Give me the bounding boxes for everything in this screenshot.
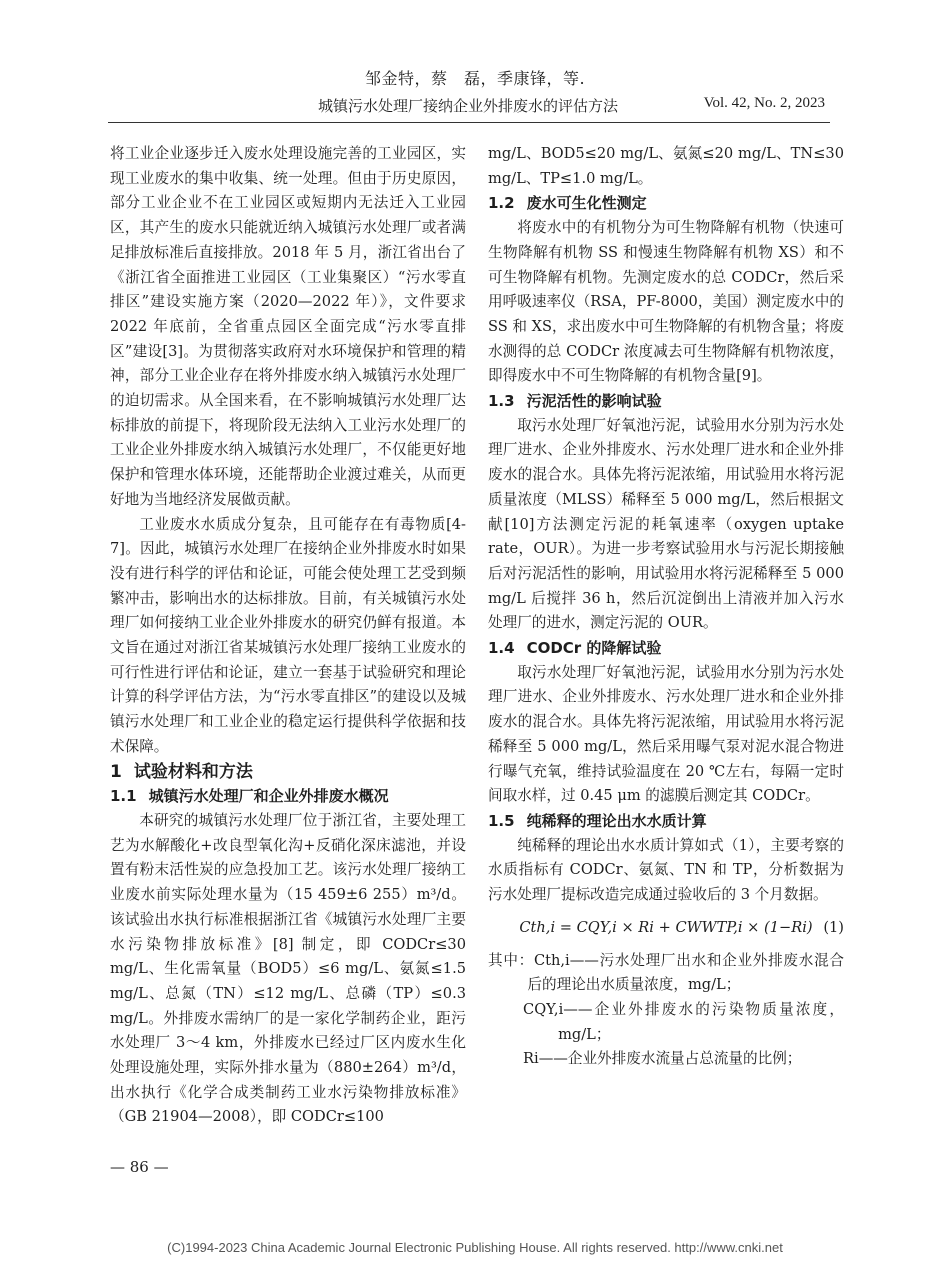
right-column: [488, 142, 844, 1072]
section-heading-1: 1 试验材料和方法: [110, 761, 253, 782]
header-volume: Vol. 42, No. 2, 2023: [703, 95, 825, 111]
paragraph: mg/L、BOD5≤20 mg/L、氨氮≤20 mg/L、TN≤30 mg/L、TP≤1.0 mg/L。: [488, 145, 844, 187]
section-heading-1-5: 1.5 纯稀释的理论出水水质计算: [488, 811, 707, 830]
paragraph: 工业废水水质成分复杂，且可能存在有毒物质[4-7]。因此，城镇污水处理厂在接纳企业外排废水时如果没有进行科学的评估和论证，可能会使处理工艺受到频繁冲击，影响出水的达标排放。目前，有关城镇污水处理厂如何接纳工业企业外排废水的研究仍鲜有报道。本文旨在通过对浙江省某城镇污水处理厂接纳工业废水的可行性进行评估和论证，建立一套基于试验研究和理论计算的科学评估方法，为“污水零直排区”的建设以及城镇污水处理厂和工业企业的稳定运行提供科学依据和技术保障。: [110, 515, 466, 755]
section-heading-1-1: 1.1 城镇污水处理厂和企业外排废水概况: [110, 787, 389, 806]
paragraph: 取污水处理厂好氧池污泥，试验用水分别为污水处理厂进水、企业外排废水、污水处理厂进水和企业外排废水的混合水。具体先将污泥浓缩，用试验用水将污泥稀释至 5 000 mg/L，然后采用曝气泵对泥水混合物进行曝气充氧，维持试验温度在 20 ℃左右，每隔一定时间取水样，过 0.45 μm 的滤膜后测定其 CODCr。: [488, 663, 844, 805]
copyright-footer: (C)1994-2023 China Academic Journal Electronic Publishing House. All rights reserved. http://www.cnki.net: [167, 1240, 783, 1255]
paragraph: 本研究的城镇污水处理厂位于浙江省，主要处理工艺为水解酸化+改良型氧化沟+反硝化深床滤池，并设置有粉末活性炭的应急投加工艺。该污水处理厂接纳工业废水前实际处理水量为（15 459±6 255）m³/d。该试验出水执行标准根据浙江省《城镇污水处理厂主要水污染物排放标准》[8] 制定，即 CODCr≤30 mg/L、生化需氧量（BOD5）≤6 mg/L、氨氮≤1.5 mg/L、总氮（TN）≤12 mg/L、总磷（TP）≤0.3 mg/L。外排废水需纳厂的是一家化学制药企业，距污水处理厂 3～4 km，外排废水已经过厂区内废水生化处理设施处理，实际外排水量为（880±264）m³/d，出水执行《化学合成类制药工业水污染物排放标准》（GB 21904—2008），即 CODCr≤100: [110, 811, 466, 1126]
section-heading-1-2: 1.2 废水可生化性测定: [488, 194, 647, 213]
paragraph: 将废水中的有机物分为可生物降解有机物（快速可生物降解有机物 SS 和慢速生物降解有机物 XS）和不可生物降解有机物。先测定废水的总 CODCr，然后采用呼吸速率仪（RSA，PF-8000，美国）测定废水中的 SS 和 XS，求出废水中可生物降解的有机物含量；将废水测得的总 CODCr 浓度减去可生物降解有机物浓度，即得废水中不可生物降解的有机物含量[9]。: [488, 219, 844, 385]
paragraph: 将工业企业逐步迁入废水处理设施完善的工业园区，实现工业废水的集中收集、统一处理。但由于历史原因，部分工业企业不在工业园区或短期内无法迁入工业园区，其产生的废水只能就近纳入城镇污水处理厂或者满足排放标准后直接排放。2018 年 5 月，浙江省出台了《浙江省全面推进工业园区（工业集聚区）“污水零直排区”建设实施方案（2020—2022 年）》，文件要求 2022 年底前，全省重点园区全面完成“污水零直排区”建设[3]。为贯彻落实政府对水环境保护和管理的精神，部分工业企业存在将外排废水纳入城镇污水处理厂的迫切需求。从全国来看，在不影响城镇污水处理厂达标排放的前提下，将现阶段无法纳入工业污水处理厂的工业企业外排废水纳入城镇污水处理厂，不仅能更好地保护和管理水体环境，还能帮助企业渡过难关，从而更好地为当地经济发展做贡献。: [110, 145, 466, 508]
section-heading-1-3: 1.3 污泥活性的影响试验: [488, 392, 662, 411]
equation-1: Cth,i = CQY,i × Ri + CWWTP,i × (1−Ri) (1): [488, 916, 844, 941]
variable-definition: Ri——企业外排废水流量占总流量的比例；: [523, 1050, 802, 1068]
left-column: [110, 142, 466, 1130]
paragraph: 纯稀释的理论出水水质计算如式（1），主要考察的水质指标有 CODCr、氨氮、TN 和 TP，分析数据为污水处理厂提标改造完成通过验收后的 3 个月数据。: [488, 836, 844, 904]
variable-definition: CQY,i——企业外排废水的污染物质量浓度，mg/L；: [523, 1000, 844, 1043]
equation-number: (1): [823, 918, 844, 936]
header-rule: [108, 122, 830, 123]
section-heading-1-4: 1.4 CODCr 的降解试验: [488, 639, 662, 658]
header-title: 城镇污水处理厂接纳企业外排废水的评估方法: [318, 97, 619, 115]
paragraph: 取污水处理厂好氧池污泥，试验用水分别为污水处理厂进水、企业外排废水、污水处理厂进水和企业外排废水的混合水。具体先将污泥浓缩，用试验用水将污泥质量浓度（MLSS）稀释至 5 000 mg/L，然后根据文献[10]方法测定污泥的耗氧速率（oxygen uptake rate，OUR）。为进一步考察试验用水与污泥长期接触后对污泥活性的影响，用试验用水将污泥稀释至 5 000 mg/L 后搅拌 36 h，然后沉淀倒出上清液并加入污水处理厂的进水，测定污泥的 OUR。: [488, 416, 844, 632]
page-number: — 86 —: [110, 1158, 169, 1176]
variable-definition: 其中：Cth,i——污水处理厂出水和企业外排废水混合后的理论出水质量浓度，mg/L；: [488, 951, 844, 994]
header-authors: 邹金特，蔡 磊，季康锋，等.: [364, 69, 586, 88]
